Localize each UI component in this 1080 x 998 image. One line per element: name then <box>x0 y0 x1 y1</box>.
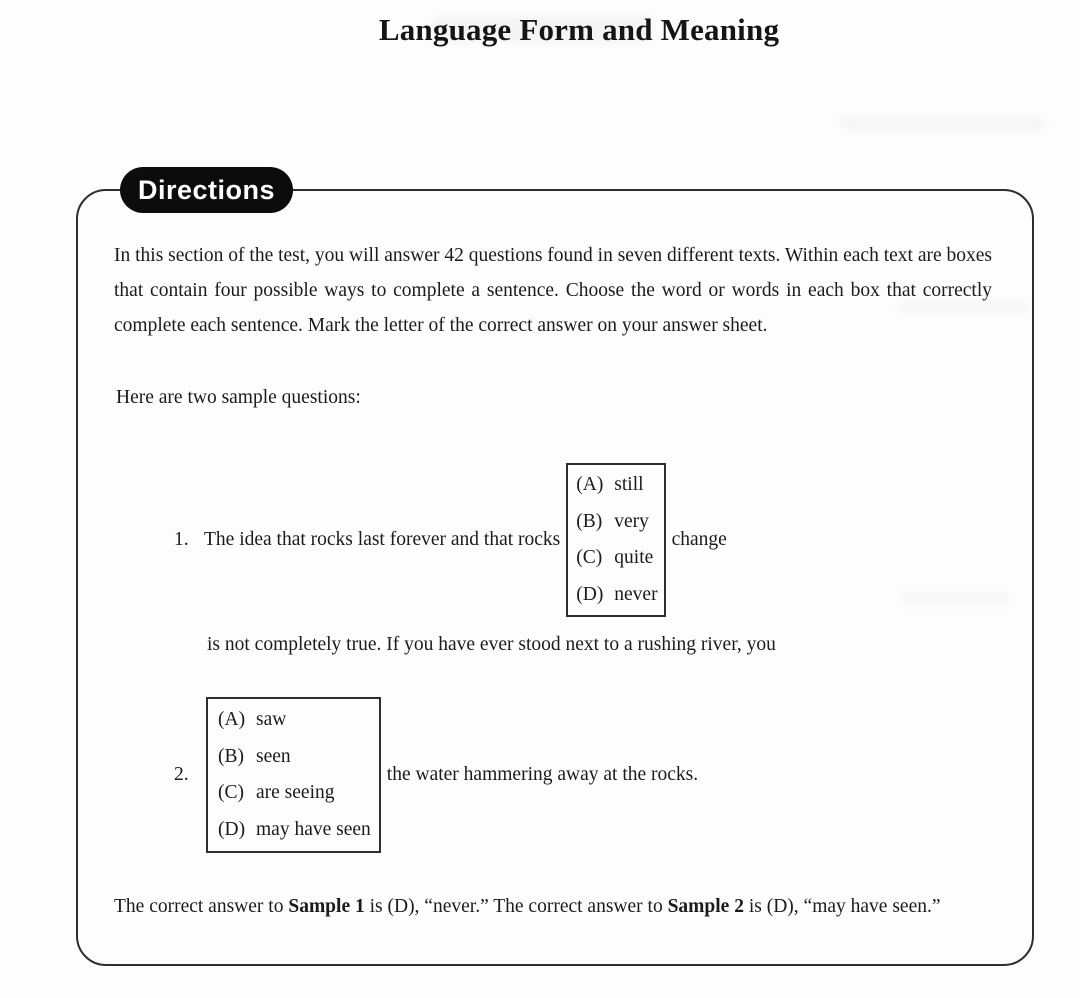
question-2-options-box <box>206 697 381 853</box>
question-1-text-after: change <box>671 529 727 550</box>
option-letter: (D) <box>576 583 604 605</box>
option-letter: (A) <box>576 474 604 495</box>
option-text: may have seen <box>256 818 371 840</box>
option-text: never <box>614 583 658 605</box>
sample-question-2 <box>174 697 698 853</box>
question-2-option-c <box>218 775 371 812</box>
answer-note-segment: The correct answer to <box>114 896 289 917</box>
option-letter: (B) <box>576 510 603 532</box>
question-2-text-after: the water hammering away at the rocks. <box>386 764 699 785</box>
samples-intro: Here are two sample questions: <box>116 387 361 408</box>
option-text: quite <box>614 547 654 568</box>
question-1-options-box <box>566 463 665 617</box>
directions-paragraph: In this section of the test, you will answer 42 questions found in seven different texts. Within each text are boxes that contain four possible ways to complete a sentence. Choose the word or words in each box that correctly complete each sentence. Mark the letter of the correct answer on your answer sheet. <box>114 245 992 336</box>
question-1-option-d <box>576 577 657 614</box>
question-1-continuation: is not completely true. If you have ever stood next to a rushing river, you <box>207 634 776 655</box>
answer-note-sample-1: Sample 1 <box>288 896 365 917</box>
question-2-option-d <box>218 812 371 849</box>
answer-note <box>114 896 941 918</box>
option-letter: (A) <box>218 709 246 730</box>
option-text: still <box>614 474 644 495</box>
answer-note-segment: is (D), “may have seen.” <box>743 896 941 917</box>
page-title: Language Form and Meaning <box>378 12 780 47</box>
option-letter: (B) <box>218 745 244 767</box>
option-letter: (D) <box>218 818 246 840</box>
answer-note-sample-2: Sample 2 <box>667 896 744 917</box>
question-1-number: 1. <box>174 529 189 550</box>
question-2-option-a <box>218 702 371 739</box>
directions-badge: Directions <box>120 167 293 213</box>
question-2-option-b <box>218 739 371 776</box>
option-letter: (C) <box>218 782 244 803</box>
question-1-option-c <box>576 540 657 577</box>
option-text: saw <box>256 709 287 730</box>
scan-artifact <box>840 116 1045 130</box>
option-text: very <box>614 510 649 532</box>
option-letter: (C) <box>576 547 603 568</box>
option-text: seen <box>256 745 291 767</box>
question-2-number: 2. <box>174 764 189 785</box>
question-1-text-before: The idea that rocks last forever and that rocks <box>204 529 561 550</box>
answer-note-segment: is (D), “never.” The correct answer to <box>364 896 668 917</box>
option-text: are seeing <box>256 782 335 803</box>
sample-question-1 <box>174 463 727 617</box>
directions-box <box>76 175 1034 966</box>
question-1-option-a <box>576 467 657 504</box>
question-1-option-b <box>576 504 657 541</box>
